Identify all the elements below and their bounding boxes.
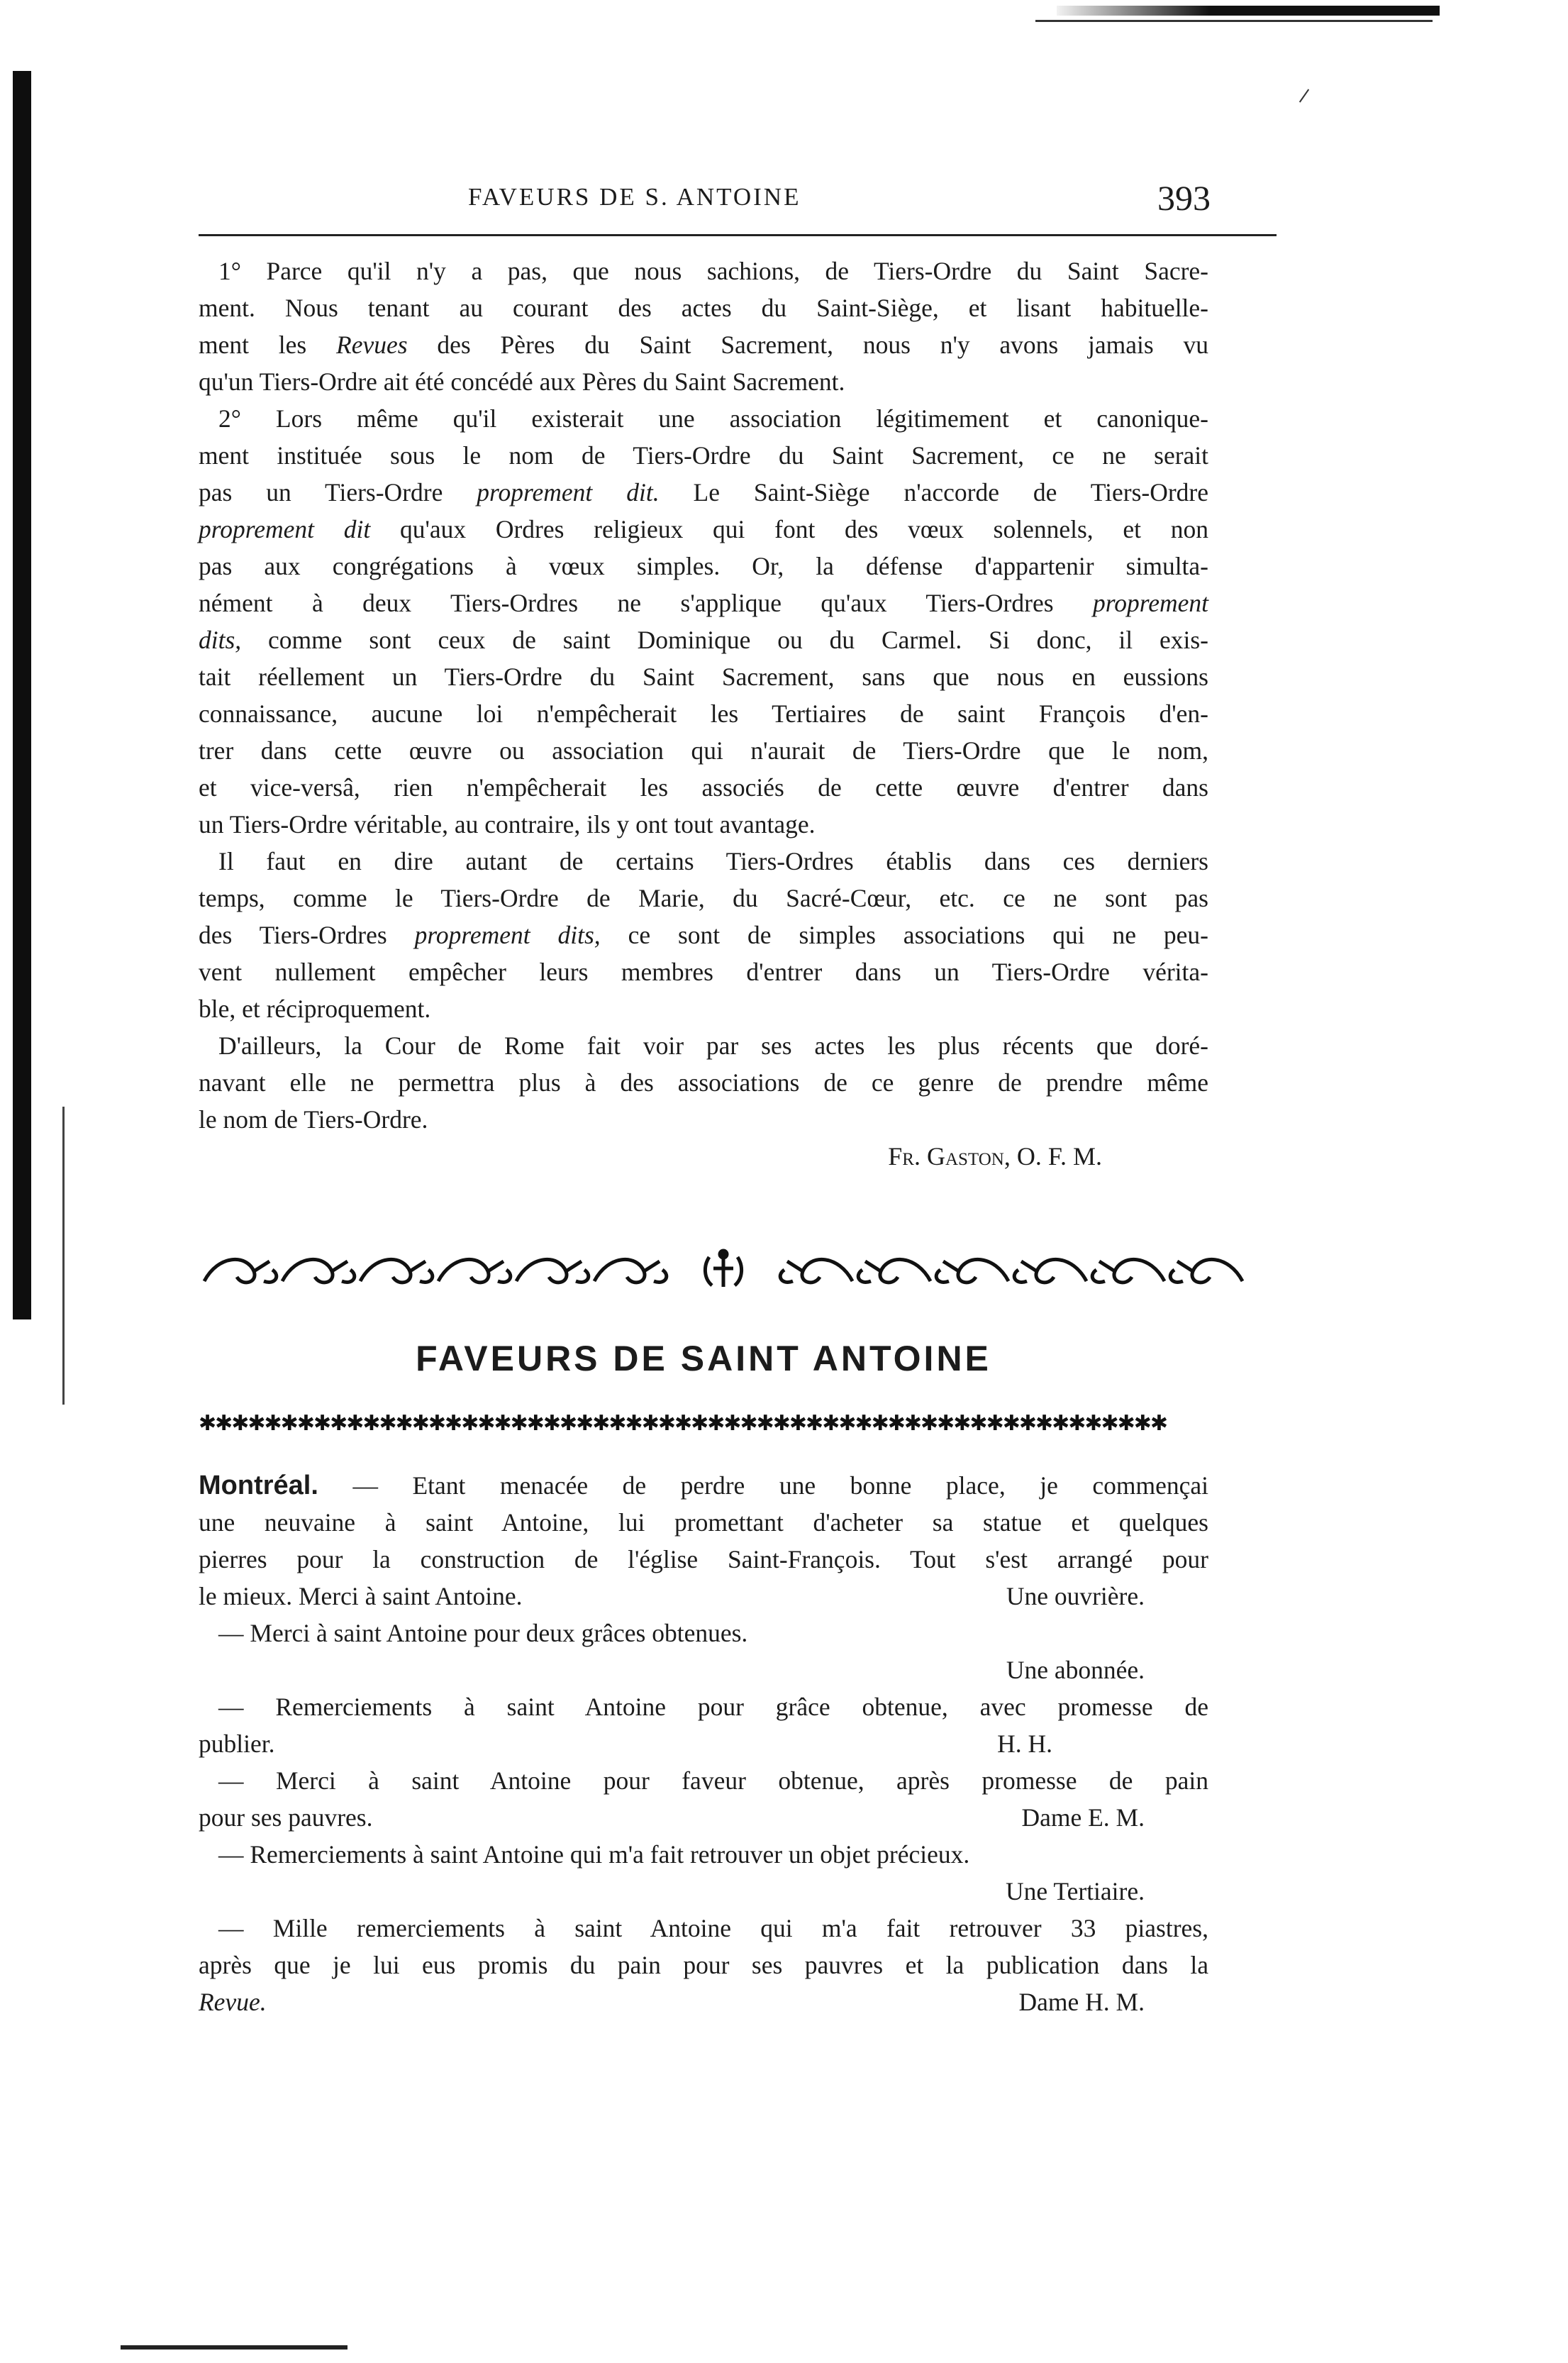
article-line-text: un Tiers-Ordre véritable, au contraire, ils y ont tout avantage. [199,810,816,839]
article-line [199,363,1208,400]
star-rule: ✱✱✱✱✱✱✱✱✱✱✱✱✱✱✱✱✱✱✱✱✱✱✱✱✱✱✱✱✱✱✱✱✱✱✱✱✱✱✱✱✱✱✱✱✱✱✱✱✱✱✱✱✱✱✱✱✱✱✱ [199,1412,1167,1435]
article-line-text: et vice-versâ, rien n'empêcherait les associés de cette œuvre d'entrer dans [199,773,1208,802]
article-line-text: temps, comme le Tiers-Ordre de Marie, du Sacré-Cœur, etc. ce ne sont pas [199,884,1208,912]
ornament-scroll [1014,1259,1086,1282]
favours-list [199,1467,1208,2020]
favour-entry-4: — Merci à saint Antoine pour faveur obtenue, après promesse de pain [218,1766,1208,1795]
favour-entry-3-end: publier. [199,1730,275,1758]
article-line [199,880,1208,917]
article-line-text-after: qu'aux Ordres religieux qui font des vœux solennels, et non [370,515,1208,543]
article-line-italic: Revues [336,331,408,359]
article-line [199,769,1208,806]
article-line-text: ble, et réciproquement. [199,995,431,1023]
favour-entry-4-end: pour ses pauvres. [199,1803,373,1832]
article-line-text: 2° Lors même qu'il existerait une association légitimement et canonique- [218,404,1208,433]
favour-entry-1-line-4 [199,1578,1208,1615]
article-line-text-after: ce sont de simples associations qui ne peu- [600,921,1208,949]
ornament-scroll [282,1259,355,1282]
article-line [199,953,1208,990]
article-line-text: trer dans cette œuvre ou association qui n'aurait de Tiers-Ordre que le nom, [199,736,1208,765]
article-line-text: navant elle ne permettra plus à des associations de ce genre de prendre même [199,1068,1208,1097]
article-line [199,437,1208,474]
favour-entry-5-sigline [199,1873,1208,1910]
favour-entry-1-line-3: pierres pour la construction de l'église Saint-François. Tout s'est arrangé pour [199,1545,1208,1573]
article-line-italic: proprement dit [199,515,371,543]
favour-entry-3: — Remerciements à saint Antoine pour grâce obtenue, avec promesse de [218,1693,1208,1721]
article-line-text: vent nullement empêcher leurs membres d'entrer dans un Tiers-Ordre vérita- [199,958,1208,986]
ornament-scroll [780,1259,852,1282]
favour-entry-6-end: Revue. [199,1988,267,2016]
article-line [199,917,1208,953]
ornament-scroll [438,1259,511,1282]
article-line [199,843,1208,880]
article-line-text: ment. Nous tenant au courant des actes du Saint-Siège, et lisant habituelle- [199,294,1208,322]
ornament-center-fleuron [705,1251,741,1287]
favour-entry-2-sigline [199,1651,1208,1688]
favour-entry-2: — Merci à saint Antoine pour deux grâces obtenues. [218,1619,748,1647]
ornament-scroll [516,1259,589,1282]
article-lines [199,253,1208,1138]
favour-entry-6-line-2: après que je lui eus promis du pain pour ses pauvres et la publication dans la [199,1951,1208,1979]
article-line-text: ment instituée sous le nom de Tiers-Ordre du Saint Sacrement, ce ne serait [199,441,1208,470]
article-line [199,658,1208,695]
article-line [199,806,1208,843]
ornament-scroll [360,1259,433,1282]
favour-entry-3-signature: H. H. [997,1730,1052,1758]
article-line [199,1064,1208,1101]
ornament-scroll [1092,1259,1164,1282]
article-line [199,548,1208,585]
ornament-scroll [858,1259,930,1282]
article-line [199,732,1208,769]
ornament-left-scrolls [204,1259,667,1282]
article-body [199,253,1208,1175]
scan-smudge-top [1057,6,1440,16]
ornament-scroll [936,1259,1008,1282]
article-line-text: connaissance, aucune loi n'empêcherait les Tertiaires de saint François d'en- [199,699,1208,728]
article-line [199,621,1208,658]
favour-entry-6-line-3 [199,1983,1208,2020]
article-line-italic: proprement [1092,589,1208,617]
article-line-text: Il faut en dire autant de certains Tiers-Ordres établis dans ces derniers [218,847,1208,875]
article-line [199,585,1208,621]
header-rule [199,234,1277,236]
article-line-text: pas un Tiers-Ordre [199,478,477,507]
article-line [199,1027,1208,1064]
favour-entry-2-signature: Une abonnée. [1006,1656,1145,1684]
scan-binding-shadow [13,71,31,1319]
favour-entry-1-line-1 [199,1467,1208,1504]
article-line-italic: dits, [199,626,242,654]
favour-entry-1-line-2: une neuvaine à saint Antoine, lui promettant d'acheter sa statue et quelques [199,1508,1208,1537]
favour-entry-1-signature: Une ouvrière. [1006,1582,1145,1610]
article-line-text: 1° Parce qu'il n'y a pas, que nous sachions, de Tiers-Ordre du Saint Sacre- [218,257,1208,285]
article-line-italic: proprement dit. [477,478,660,507]
ornament-right-scrolls [780,1259,1242,1282]
favour-entry-6-signature: Dame H. M. [1018,1988,1145,2016]
article-line-text: pas aux congrégations à vœux simples. Or, la défense d'appartenir simulta- [199,552,1208,580]
article-line [199,326,1208,363]
article-line [199,253,1208,289]
scan-line-top [1035,20,1433,22]
scan-mark-tick [1299,89,1309,102]
page-number: 393 [1157,178,1211,218]
ornament-scroll [594,1259,667,1282]
favour-entry-5-signature: Une Tertiaire. [1006,1877,1145,1905]
ornament-scroll [204,1259,277,1282]
article-line-text-after: des Pères du Saint Sacrement, nous n'y avons jamais vu [407,331,1208,359]
article-signature-line [199,1138,1208,1175]
article-line [199,474,1208,511]
article-line-text: nément à deux Tiers-Ordres ne s'applique qu'aux Tiers-Ordres [199,589,1093,617]
article-line [199,1101,1208,1138]
article-line-text: D'ailleurs, la Cour de Rome fait voir par ses actes les plus récents que doré- [218,1031,1208,1060]
article-line [199,511,1208,548]
article-signature: Fr. Gaston, O. F. M. [888,1142,1102,1171]
favour-entry-1-end: le mieux. Merci à saint Antoine. [199,1582,523,1610]
ornament-scroll [1170,1259,1242,1282]
section-title: FAVEURS DE SAINT ANTOINE [416,1339,991,1378]
favour-city: Montréal. [199,1471,318,1500]
favour-entry-4-line-2 [199,1799,1208,1836]
article-line [199,990,1208,1027]
article-line-text: des Tiers-Ordres [199,921,415,949]
article-line-text: tait réellement un Tiers-Ordre du Saint Sacrement, sans que nous en eussions [199,663,1208,691]
scan-mark-left [62,1107,65,1405]
favour-entry-3-line-2 [199,1725,1208,1762]
scan-smudge-bottom [121,2345,347,2350]
article-line-text-after: Le Saint-Siège n'accorde de Tiers-Ordre [659,478,1208,507]
favour-entry-4-signature: Dame E. M. [1021,1803,1145,1832]
favour-entry-1-text: — Etant menacée de perdre une bonne place, je commençai [318,1471,1208,1500]
article-line [199,695,1208,732]
ornament-band [199,1247,1248,1294]
article-line-text: ment les [199,331,337,359]
article-line-text: qu'un Tiers-Ordre ait été concédé aux Pères du Saint Sacrement. [199,367,845,396]
article-line-italic: proprement dits, [414,921,601,949]
article-line [199,400,1208,437]
article-line-text: le nom de Tiers-Ordre. [199,1105,428,1134]
favour-entry-6: — Mille remerciements à saint Antoine qui m'a fait retrouver 33 piastres, [218,1914,1208,1942]
running-title: FAVEURS DE S. ANTOINE [468,183,801,211]
favour-entry-5: — Remerciements à saint Antoine qui m'a fait retrouver un objet précieux. [218,1840,970,1869]
article-line [199,289,1208,326]
article-line-text-after: comme sont ceux de saint Dominique ou du Carmel. Si donc, il exis- [241,626,1208,654]
